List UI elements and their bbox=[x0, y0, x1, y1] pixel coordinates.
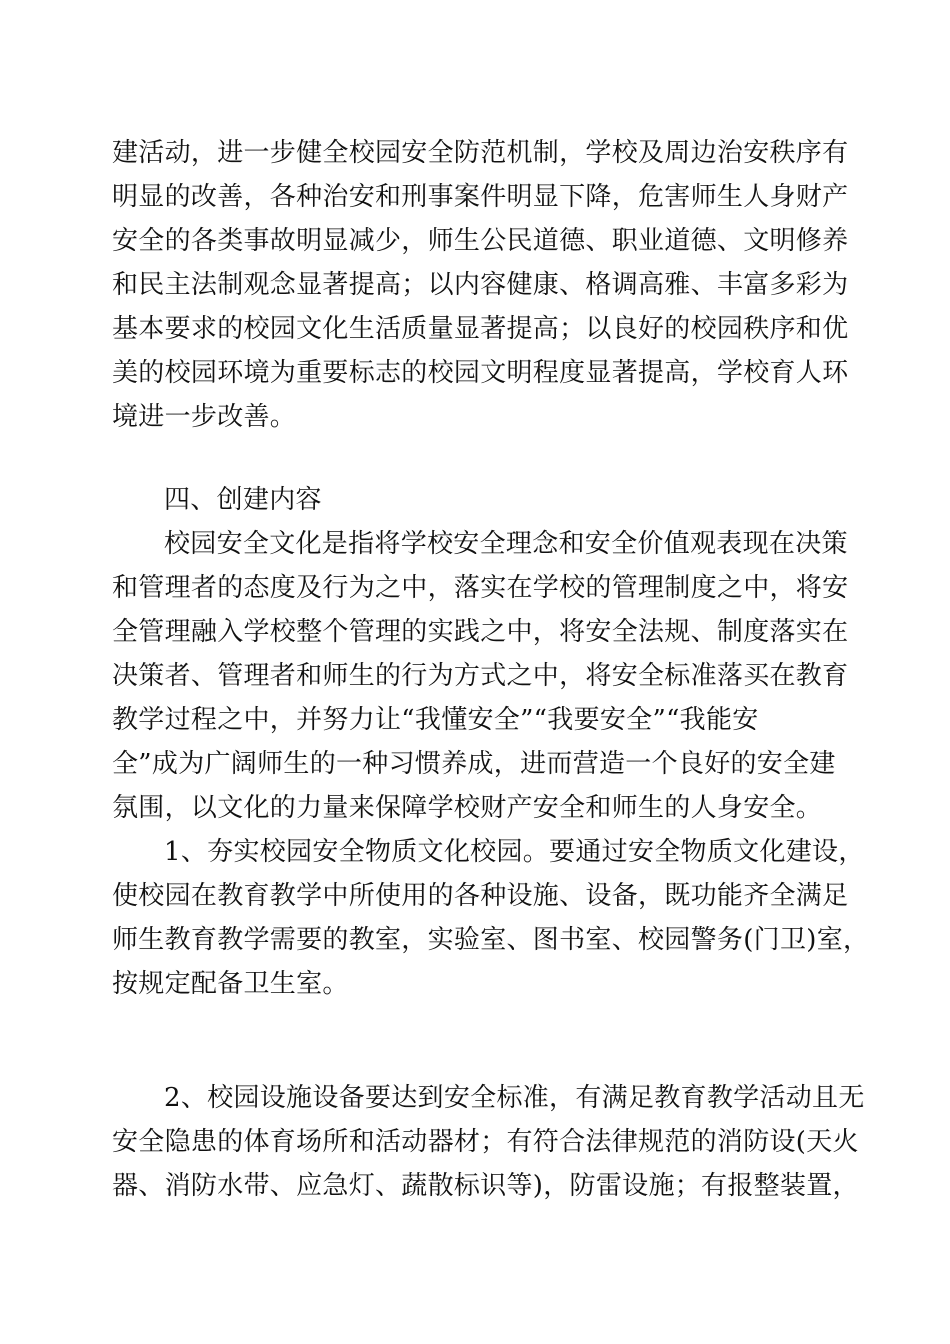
section-heading: 四、创建内容 bbox=[164, 485, 322, 515]
paragraph-facility-standards bbox=[112, 1076, 865, 1208]
text-line: 和民主法制观念显著提高；以内容健康、格调高雅、丰富多彩为 bbox=[112, 270, 849, 300]
text-line: 全管理融入学校整个管理的实践之中，将安全法规、制度落实在 bbox=[112, 617, 849, 647]
text-line: 安全隐患的体育场所和活动器材；有符合法律规范的消防设(天火 bbox=[112, 1127, 859, 1157]
text-line: 氛围，以文化的力量来保障学校财产安全和师生的人身安全。 bbox=[112, 793, 823, 823]
section-creation-content bbox=[112, 478, 870, 1006]
text-line: 美的校园环境为重要标志的校园文明程度显著提高，学校育人环 bbox=[112, 358, 849, 388]
text-line: 决策者、管理者和师生的行为方式之中，将安全标准落买在教育 bbox=[112, 661, 849, 691]
text-line: 2、校园设施设备要达到安全标准，有满足教育教学活动且无 bbox=[164, 1083, 865, 1113]
text-line: 建活动，进一步健全校园安全防范机制，学校及周边治安秩序有 bbox=[112, 138, 849, 168]
text-line: 境进一步改善。 bbox=[112, 402, 297, 432]
text-line: 全”成为广阔师生的一种习惯养成，进而营造一个良好的安全建 bbox=[112, 749, 836, 779]
paragraph-goals-continued bbox=[112, 131, 852, 439]
text-line: 校园安全文化是指将学校安全理念和安全价值观表现在决策 bbox=[164, 529, 848, 559]
text-line: 教学过程之中，并努力让“我懂安全”“我要安全”“我能安 bbox=[112, 705, 759, 735]
text-line: 器、消防水带、应急灯、蔬散标识等)，防雷设施；有报整装置， bbox=[112, 1171, 859, 1201]
text-line: 和管理者的态度及行为之中，落实在学校的管理制度之中，将安 bbox=[112, 573, 849, 603]
text-line: 基本要求的校园文化生活质量显著提高；以良好的校园秩序和优 bbox=[112, 314, 849, 344]
text-line: 安全的各类事故明显减少，师生公民道德、职业道德、文明修养 bbox=[112, 226, 849, 256]
text-line: 按规定配备卫生室。 bbox=[112, 969, 349, 999]
text-line: 使校园在教育教学中所使用的各种设施、设备，既功能齐全满足 bbox=[112, 881, 849, 911]
text-line: 明显的改善，各种治安和刑事案件明显下降，危害师生人身财产 bbox=[112, 182, 849, 212]
text-line: 1、夯实校园安全物质文化校园。要通过安全物质文化建设， bbox=[164, 837, 865, 867]
text-line: 师生教育教学需要的教室，实验室、图书室、校园警务(门卫)室， bbox=[112, 925, 870, 955]
